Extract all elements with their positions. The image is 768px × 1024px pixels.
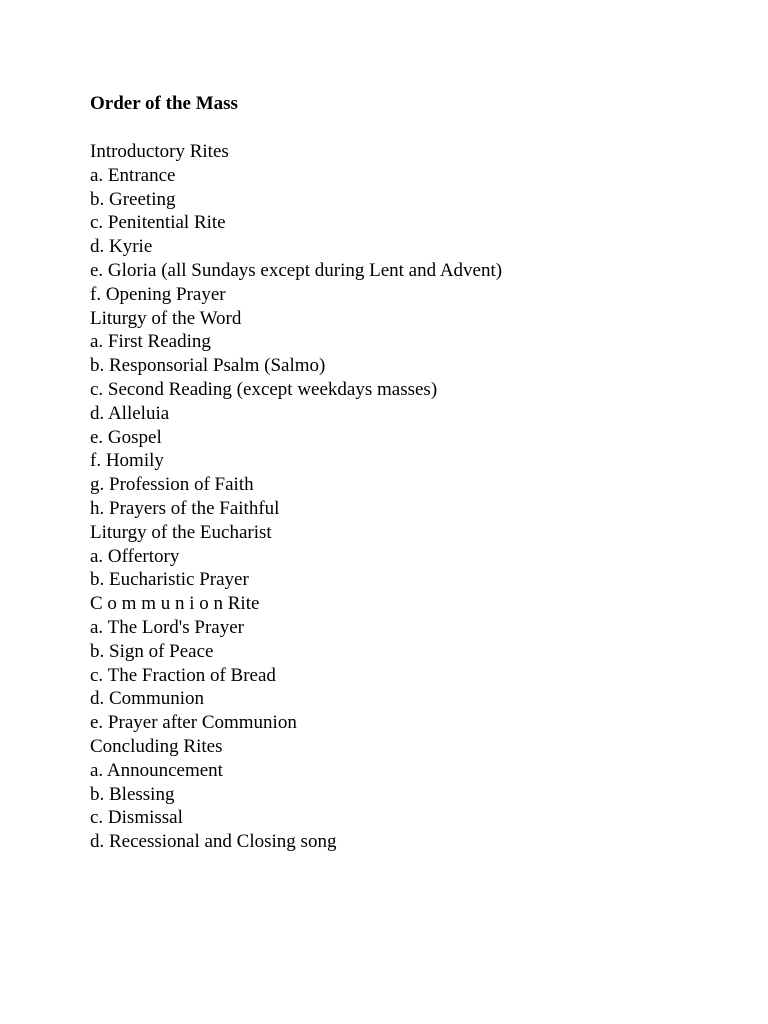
section-heading-liturgy-of-the-eucharist: Liturgy of the Eucharist <box>90 521 272 543</box>
list-item: c. Penitential Rite <box>90 212 226 234</box>
list-item: a. Offertory <box>90 545 180 567</box>
list-item: d. Kyrie <box>90 236 153 258</box>
list-item: e. Gloria (all Sundays except during Lent and Advent) <box>90 259 503 281</box>
document-page <box>90 92 730 854</box>
section-heading-liturgy-of-the-word: Liturgy of the Word <box>90 307 242 329</box>
list-item: d. Communion <box>90 688 205 710</box>
section-heading-concluding-rites: Concluding Rites <box>90 735 223 757</box>
section-heading-communion-rite: C o m m u n i o n Rite <box>90 593 260 615</box>
list-item: a. Entrance <box>90 164 176 186</box>
list-item: b. Eucharistic Prayer <box>90 569 249 591</box>
list-item: b. Sign of Peace <box>90 640 214 662</box>
list-item: c. Second Reading (except weekdays masses) <box>90 378 438 400</box>
mass-outline <box>90 140 730 854</box>
section-heading-introductory-rites: Introductory Rites <box>90 141 229 162</box>
list-item: f. Opening Prayer <box>90 283 226 305</box>
list-item: b. Greeting <box>90 188 176 210</box>
list-item: g. Profession of Faith <box>90 474 254 496</box>
list-item: c. The Fraction of Bread <box>90 664 276 686</box>
list-item: c. Dismissal <box>90 807 183 829</box>
list-item: e. Gospel <box>90 426 162 448</box>
list-item: f. Homily <box>90 450 164 472</box>
list-item: h. Prayers of the Faithful <box>90 497 280 519</box>
list-item: d. Recessional and Closing song <box>90 831 337 853</box>
list-item: a. Announcement <box>90 759 223 781</box>
list-item: a. The Lord's Prayer <box>90 616 244 638</box>
document-title: Order of the Mass <box>90 93 238 114</box>
list-item: a. First Reading <box>90 331 211 353</box>
list-item: b. Responsorial Psalm (Salmo) <box>90 355 326 377</box>
list-item: b. Blessing <box>90 783 175 805</box>
list-item: e. Prayer after Communion <box>90 712 297 734</box>
list-item: d. Alleluia <box>90 402 170 424</box>
